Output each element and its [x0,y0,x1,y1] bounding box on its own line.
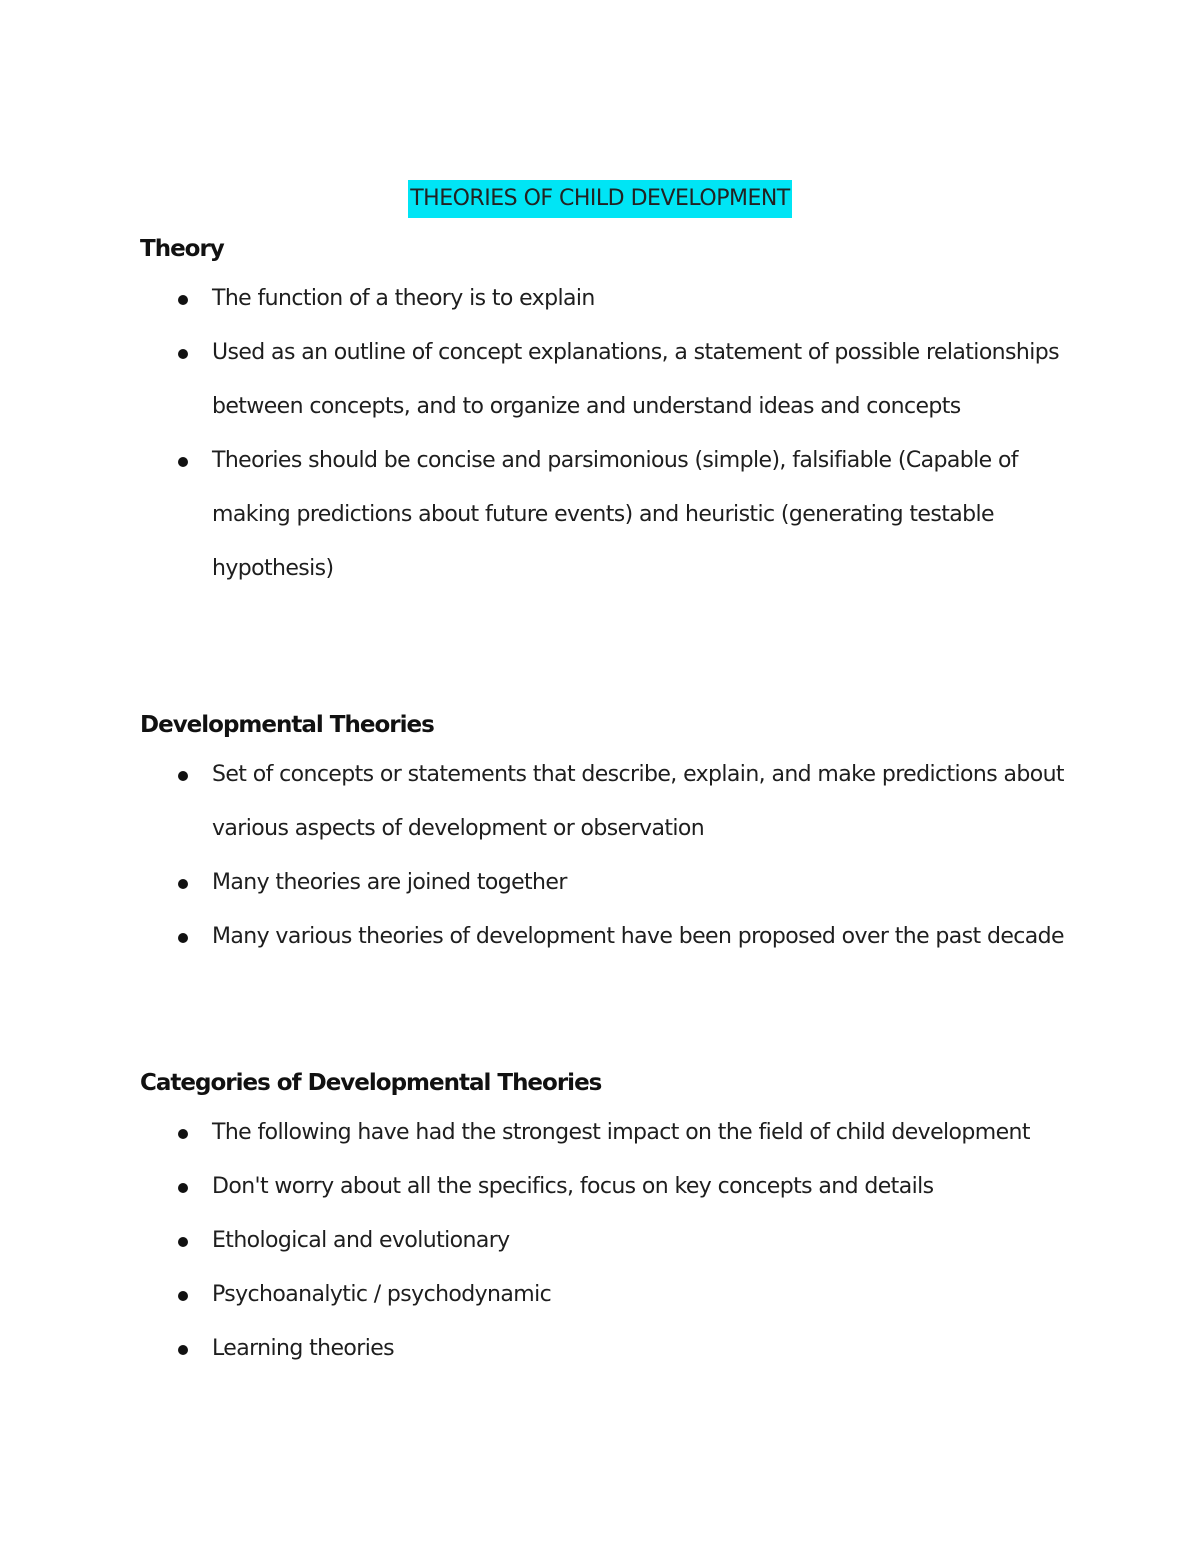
bullet-text: Learning theories [212,1336,395,1361]
bullet-dot-icon [178,295,188,305]
bullet-text: Psychoanalytic / psychodynamic [212,1282,552,1307]
bullet-item [140,434,1070,596]
bullet-dot-icon [178,457,188,467]
bullet-dot-icon [178,1237,188,1247]
bullet-item [140,1160,1070,1214]
bullet-item [140,1268,1070,1322]
bullet-dot-icon [178,349,188,359]
bullet-text: Many various theories of development have been proposed over the past decade [212,924,1064,949]
bullet-item [140,1322,1070,1376]
bullet-item [140,326,1070,434]
bullet-item [140,272,1070,326]
bullet-dot-icon [178,1183,188,1193]
bullet-item [140,910,1070,964]
section-heading-developmental-theories: Developmental Theories [140,712,434,738]
bullet-text: The following have had the strongest impact on the field of child development [212,1120,1030,1145]
bullet-text: Theories should be concise and parsimonious (simple), falsifiable (Capable of making predictions about future events) and heuristic (generating testable hypothesis) [212,448,1018,581]
bullet-text: Set of concepts or statements that describe, explain, and make predictions about various aspects of development or observation [212,762,1064,841]
title-container [0,180,1200,218]
bullet-dot-icon [178,933,188,943]
bullet-text: The function of a theory is to explain [212,286,595,311]
bullet-text: Many theories are joined together [212,870,567,895]
bullet-text: Ethological and evolutionary [212,1228,510,1253]
bullet-dot-icon [178,879,188,889]
section-heading-categories: Categories of Developmental Theories [140,1070,602,1096]
section-theory [140,232,1070,596]
bullet-dot-icon [178,771,188,781]
bullet-dot-icon [178,1129,188,1139]
bullet-item [140,1214,1070,1268]
section-heading-theory: Theory [140,236,224,262]
bullet-item [140,1106,1070,1160]
bullet-text: Used as an outline of concept explanations, a statement of possible relationships between concepts, and to organize and understand ideas and concepts [212,340,1059,419]
bullet-item [140,748,1070,856]
document-title: THEORIES OF CHILD DEVELOPMENT [408,180,792,218]
bullet-list-developmental-theories [140,748,1070,964]
bullet-list-categories [140,1106,1070,1376]
section-categories [140,1066,1070,1376]
bullet-dot-icon [178,1291,188,1301]
bullet-list-theory [140,272,1070,596]
bullet-item [140,856,1070,910]
bullet-text: Don't worry about all the specifics, focus on key concepts and details [212,1174,934,1199]
section-developmental-theories [140,708,1070,964]
bullet-dot-icon [178,1345,188,1355]
